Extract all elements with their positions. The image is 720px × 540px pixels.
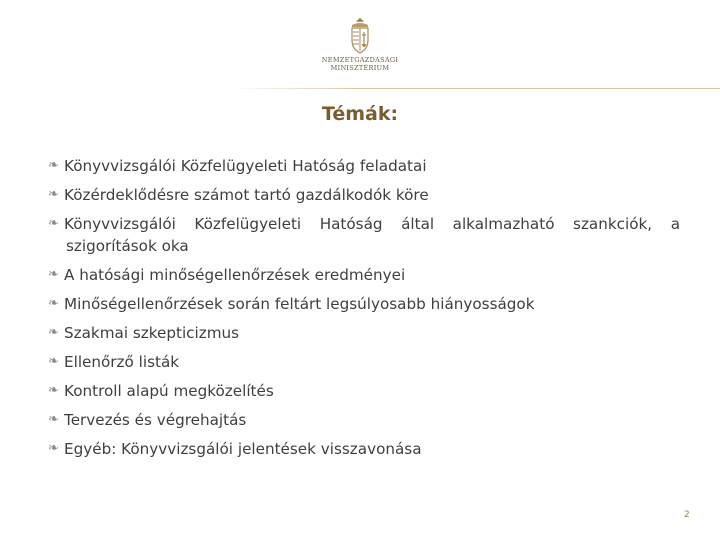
header-divider: [230, 88, 720, 89]
leaf-bullet-icon: ❧: [48, 187, 59, 202]
leaf-bullet-icon: ❧: [48, 325, 59, 340]
list-item: [48, 351, 680, 373]
leaf-bullet-icon: ❧: [48, 296, 59, 311]
list-item: [48, 409, 680, 431]
list-item-text: Közérdeklődésre számot tartó gazdálkodók köre: [64, 186, 429, 204]
list-item-text: Minőségellenőrzések során feltárt legsúlyosabb hiányosságok: [64, 295, 535, 313]
list-item: [48, 184, 680, 206]
list-item-continuation: szigorítások oka: [66, 237, 189, 255]
list-item: [48, 155, 680, 177]
slide-title: Témák:: [321, 103, 399, 125]
leaf-bullet-icon: ❧: [48, 383, 59, 398]
list-item: [48, 293, 680, 315]
leaf-bullet-icon: ❧: [48, 354, 59, 369]
leaf-bullet-icon: ❧: [48, 267, 59, 282]
list-item-text: Könyvvizsgálói Közfelügyeleti Hatóság feladatai: [64, 157, 427, 175]
ministry-logo: [316, 18, 404, 80]
list-item-text: Egyéb: Könyvvizsgálói jelentések visszavonása: [64, 440, 422, 458]
page-number: 2: [684, 510, 690, 520]
ministry-name: [316, 56, 404, 72]
list-item-text: A hatósági minőségellenőrzések eredményei: [64, 266, 406, 284]
topic-list: [48, 155, 680, 467]
list-item: [48, 213, 680, 257]
ministry-name-line1: NEMZETGAZDASÁGI: [321, 56, 399, 64]
list-item: [48, 322, 680, 344]
list-item-text: Szakmai szkepticizmus: [64, 324, 240, 342]
list-item-text: Tervezés és végrehajtás: [64, 411, 247, 429]
list-item-text: Kontroll alapú megközelítés: [64, 382, 274, 400]
list-item: [48, 438, 680, 460]
coat-of-arms-icon: [348, 18, 372, 54]
list-item-text: Ellenőrző listák: [64, 353, 180, 371]
ministry-name-line2: MINISZTÉRIUM: [330, 64, 390, 72]
leaf-bullet-icon: ❧: [48, 441, 59, 456]
list-item-text: Könyvvizsgálói Közfelügyeleti Hatóság által alkalmazható szankciók, a: [64, 215, 680, 233]
leaf-bullet-icon: ❧: [48, 412, 59, 427]
list-item: [48, 264, 680, 286]
leaf-bullet-icon: ❧: [48, 216, 59, 231]
leaf-bullet-icon: ❧: [48, 158, 59, 173]
list-item: [48, 380, 680, 402]
